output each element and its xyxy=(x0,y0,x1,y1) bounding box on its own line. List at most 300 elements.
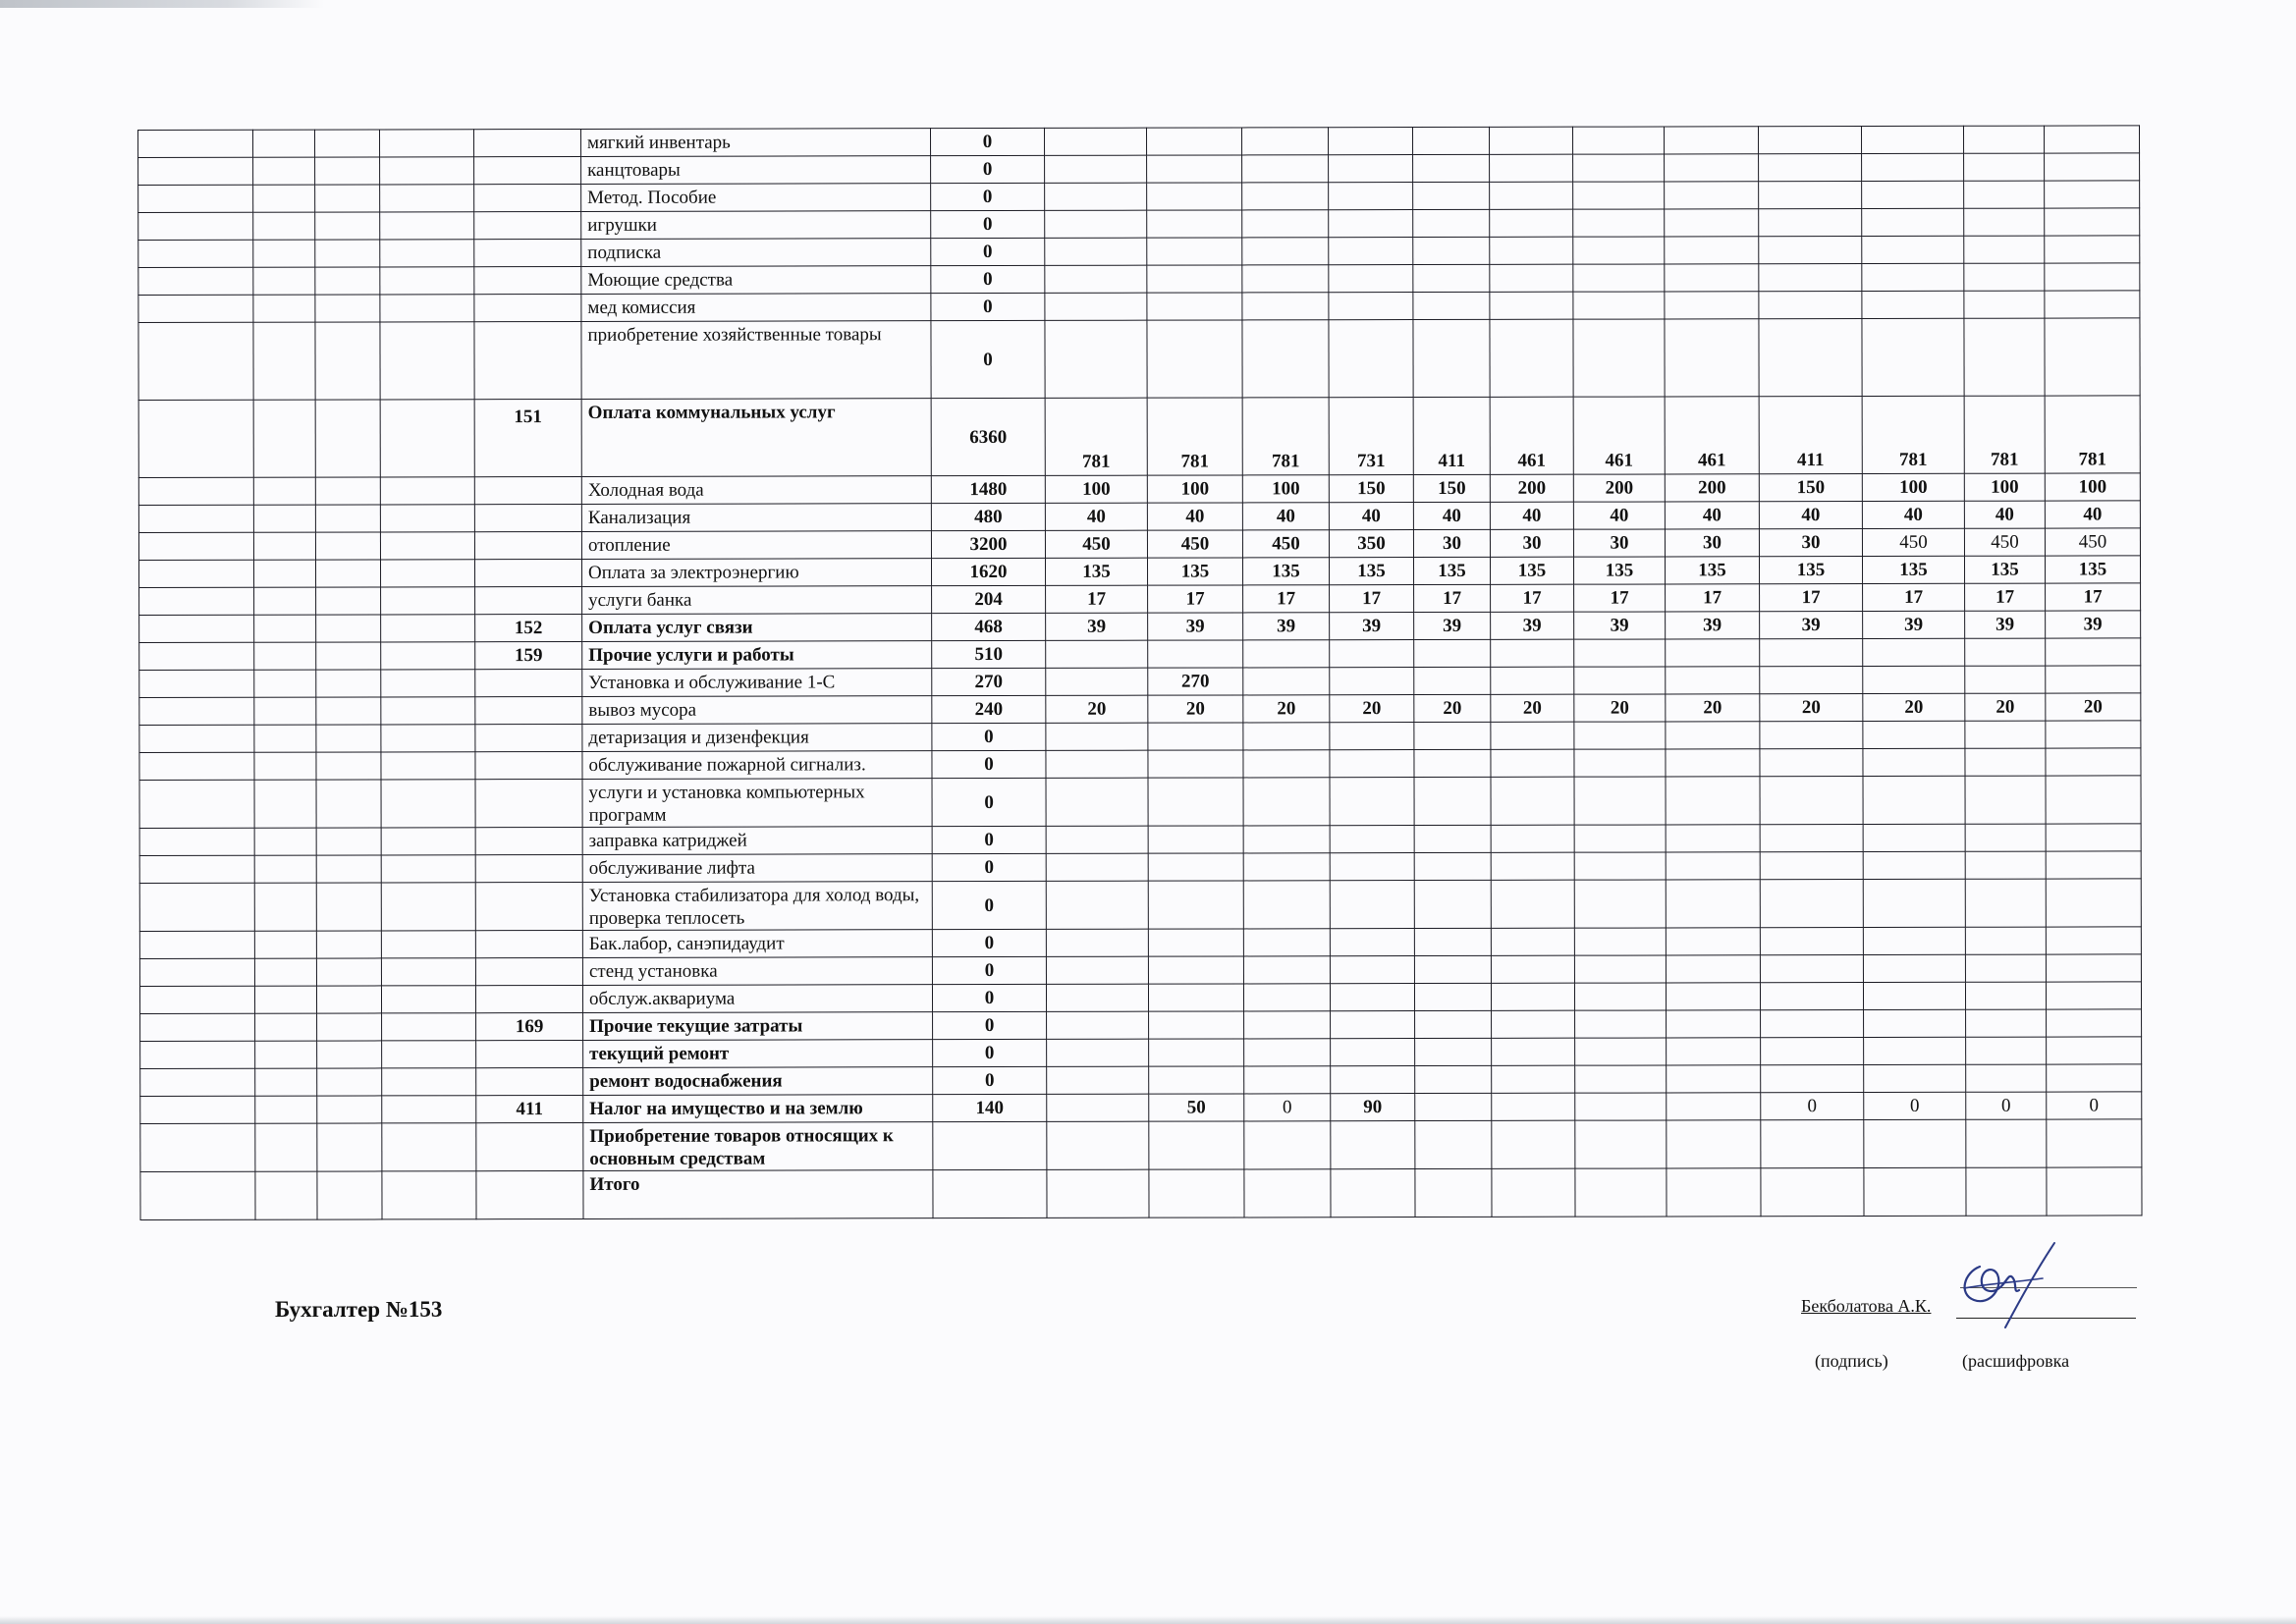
blank-cell xyxy=(316,752,381,780)
blank-cell xyxy=(380,477,474,505)
specifics-code-cell xyxy=(474,321,581,399)
month-value-cell xyxy=(1330,668,1414,695)
blank-cell xyxy=(254,883,316,931)
month-value-cell xyxy=(1147,265,1242,293)
month-value-cell: 40 xyxy=(1329,503,1413,530)
blank-cell xyxy=(254,587,316,615)
blank-cell xyxy=(315,295,380,322)
month-value-cell xyxy=(1965,721,2046,748)
month-value-cell xyxy=(1574,880,1666,928)
month-value-cell xyxy=(1243,956,1330,984)
month-value-cell xyxy=(1666,667,1760,694)
page-edge xyxy=(0,1616,2296,1624)
blank-cell xyxy=(382,1013,476,1041)
blank-cell xyxy=(139,752,254,780)
specifics-code-cell xyxy=(476,1170,583,1218)
month-value-cell xyxy=(1242,183,1329,210)
month-value-cell: 150 xyxy=(1759,474,1862,502)
month-value-cell xyxy=(1574,928,1666,955)
blank-cell xyxy=(254,986,316,1013)
annual-total-cell: 140 xyxy=(933,1094,1047,1121)
month-value-cell xyxy=(1760,639,1863,667)
specifics-code-cell xyxy=(475,586,582,614)
month-value-cell xyxy=(1574,983,1666,1010)
month-value-cell: 40 xyxy=(1573,502,1665,529)
specifics-code-cell xyxy=(476,1122,583,1170)
month-value-cell xyxy=(1149,1039,1244,1066)
blank-cell xyxy=(139,828,254,855)
table-row xyxy=(140,1167,2142,1220)
blank-cell xyxy=(254,615,316,642)
month-value-cell xyxy=(1331,1039,1415,1066)
month-value-cell: 17 xyxy=(2046,583,2141,611)
month-value-cell xyxy=(1044,128,1146,155)
item-name-cell: Приобретение товаров относящих к основным средствам xyxy=(583,1122,933,1171)
blank-cell xyxy=(138,185,253,212)
blank-cell xyxy=(315,130,380,157)
annual-total-cell: 510 xyxy=(932,640,1046,668)
item-name-cell: ремонт водоснабжения xyxy=(583,1067,933,1096)
month-value-cell xyxy=(1760,880,1863,928)
month-value-cell: 39 xyxy=(1965,611,2046,638)
blank-cell xyxy=(255,1096,317,1123)
blank-cell xyxy=(140,1013,255,1041)
month-value-cell xyxy=(1666,722,1760,749)
item-name-cell: текущий ремонт xyxy=(583,1040,933,1068)
month-value-cell xyxy=(1862,208,1964,236)
month-value-cell xyxy=(1330,881,1414,929)
month-value-cell: 17 xyxy=(1666,584,1760,612)
month-value-cell: 461 xyxy=(1573,397,1665,474)
month-value-cell: 20 xyxy=(1574,694,1666,722)
month-value-cell: 20 xyxy=(1863,693,1965,721)
annual-total-cell: 204 xyxy=(932,585,1046,613)
month-value-cell xyxy=(1413,319,1490,397)
blank-cell xyxy=(138,560,253,587)
blank-cell xyxy=(317,1068,382,1096)
specifics-code-cell xyxy=(474,239,581,266)
month-value-cell xyxy=(1149,1011,1244,1039)
month-value-cell xyxy=(1491,955,1574,983)
blank-cell xyxy=(380,185,474,212)
item-name-cell: мягкий инвентарь xyxy=(581,129,931,157)
month-value-cell xyxy=(1148,750,1243,778)
month-value-cell xyxy=(1329,238,1413,265)
item-name-cell: Оплата коммунальных услуг xyxy=(581,399,931,477)
month-value-cell xyxy=(2046,721,2141,748)
month-value-cell xyxy=(2046,748,2141,776)
month-value-cell xyxy=(1667,1038,1761,1065)
month-value-cell xyxy=(1573,292,1665,319)
month-value-cell xyxy=(1331,1066,1415,1094)
month-value-cell xyxy=(1863,748,1965,776)
month-value-cell xyxy=(1761,1010,1864,1038)
budget-table xyxy=(137,125,2143,1220)
month-value-cell: 17 xyxy=(1243,585,1330,613)
blank-cell xyxy=(380,267,474,295)
month-value-cell xyxy=(2047,1167,2142,1216)
blank-cell xyxy=(380,157,474,185)
blank-cell xyxy=(253,240,315,267)
month-value-cell xyxy=(1492,1168,1575,1217)
month-value-cell: 39 xyxy=(2046,611,2141,638)
month-value-cell xyxy=(1573,264,1665,292)
blank-cell xyxy=(254,725,316,752)
month-value-cell: 90 xyxy=(1331,1094,1415,1121)
month-value-cell xyxy=(1864,1009,1966,1037)
month-value-cell xyxy=(1759,237,1862,264)
month-value-cell xyxy=(1759,209,1862,237)
month-value-cell xyxy=(1863,721,1965,748)
month-value-cell: 40 xyxy=(2045,501,2140,528)
blank-cell xyxy=(315,240,380,267)
blank-cell xyxy=(316,587,381,615)
blank-cell xyxy=(316,725,381,752)
blank-cell xyxy=(138,322,253,400)
month-value-cell xyxy=(2046,851,2141,879)
month-value-cell: 135 xyxy=(1413,557,1490,584)
month-value-cell xyxy=(1331,1011,1415,1039)
month-value-cell xyxy=(1148,778,1243,826)
month-value-cell xyxy=(1243,750,1330,778)
month-value-cell: 39 xyxy=(1243,613,1330,640)
item-name-cell: услуги банка xyxy=(582,586,932,615)
blank-cell xyxy=(255,1041,317,1068)
month-value-cell xyxy=(1491,825,1574,852)
month-value-cell xyxy=(1573,209,1665,237)
month-value-cell xyxy=(1149,1121,1244,1169)
month-value-cell xyxy=(1964,153,2045,181)
blank-cell xyxy=(380,532,474,560)
month-value-cell xyxy=(1045,183,1147,210)
month-value-cell xyxy=(1148,853,1243,881)
month-value-cell xyxy=(1414,722,1491,749)
month-value-cell xyxy=(1415,1065,1492,1093)
month-value-cell: 17 xyxy=(1574,584,1666,612)
month-value-cell xyxy=(1413,292,1490,319)
blank-cell xyxy=(139,642,254,670)
blank-cell xyxy=(254,752,316,780)
blank-cell xyxy=(382,1096,476,1123)
month-value-cell xyxy=(2046,776,2141,824)
blank-cell xyxy=(380,505,474,532)
month-value-cell: 40 xyxy=(1413,502,1490,529)
month-value-cell xyxy=(1415,1168,1492,1217)
month-value-cell xyxy=(1242,265,1329,293)
annual-total-cell: 0 xyxy=(932,853,1046,881)
blank-cell xyxy=(316,931,381,958)
specifics-code-cell xyxy=(474,531,581,559)
month-value-cell: 350 xyxy=(1329,530,1413,558)
month-value-cell xyxy=(1964,263,2045,291)
blank-cell xyxy=(317,1096,382,1123)
specifics-code-cell xyxy=(474,184,581,211)
blank-cell xyxy=(138,130,253,157)
blank-cell xyxy=(253,477,315,505)
month-value-cell xyxy=(1864,1037,1966,1064)
blank-cell xyxy=(138,212,253,240)
month-value-cell: 100 xyxy=(2045,473,2140,501)
blank-cell xyxy=(380,295,474,322)
month-value-cell xyxy=(1328,128,1412,155)
month-value-cell xyxy=(1664,127,1758,154)
month-value-cell xyxy=(2045,236,2140,263)
month-value-cell xyxy=(1863,879,1965,927)
item-name-cell: подписка xyxy=(581,239,931,267)
month-value-cell xyxy=(1415,1038,1492,1065)
specifics-code-cell: 411 xyxy=(476,1095,583,1122)
month-value-cell xyxy=(1666,777,1760,825)
month-value-cell xyxy=(1862,263,1964,291)
month-value-cell xyxy=(1761,1038,1864,1065)
blank-cell xyxy=(382,1041,476,1068)
month-value-cell xyxy=(1761,1120,1864,1168)
item-name-cell: приобретение хозяйственные товары xyxy=(581,321,931,400)
month-value-cell xyxy=(1573,319,1665,397)
month-value-cell xyxy=(1413,264,1490,292)
month-value-cell xyxy=(1329,265,1413,293)
blank-cell xyxy=(254,780,316,828)
month-value-cell xyxy=(1331,1169,1415,1218)
month-value-cell xyxy=(1414,749,1491,777)
month-value-cell xyxy=(1244,1169,1331,1218)
month-value-cell xyxy=(1491,983,1574,1010)
item-name-cell: Итого xyxy=(583,1170,933,1219)
month-value-cell xyxy=(1666,928,1760,955)
handwritten-signature xyxy=(1944,1239,2062,1337)
month-value-cell xyxy=(1966,1167,2047,1216)
month-value-cell xyxy=(1045,238,1147,265)
item-name-cell: Бак.лабор, санэпидаудит xyxy=(582,930,932,958)
month-value-cell xyxy=(1667,1010,1761,1038)
table-row xyxy=(139,879,2141,932)
blank-cell xyxy=(140,1171,255,1219)
month-value-cell xyxy=(1863,638,1965,666)
month-value-cell xyxy=(1665,264,1759,292)
blank-cell xyxy=(253,400,315,477)
month-value-cell: 40 xyxy=(1759,502,1862,529)
annual-total-cell: 270 xyxy=(932,668,1046,695)
table-row xyxy=(140,1119,2142,1172)
month-value-cell xyxy=(1413,154,1490,182)
annual-total-cell: 0 xyxy=(931,183,1045,210)
item-name-cell: услуги и установка компьютерных программ xyxy=(582,779,932,828)
item-name-cell: Установка стабилизатора для холод воды, проверка теплосеть xyxy=(582,882,932,931)
specifics-code-cell xyxy=(475,854,582,882)
month-value-cell xyxy=(1863,927,1965,954)
blank-cell xyxy=(253,130,315,157)
annual-total-cell: 0 xyxy=(932,881,1046,929)
month-value-cell xyxy=(1761,1065,1864,1093)
month-value-cell xyxy=(1243,984,1330,1011)
month-value-cell xyxy=(1490,264,1573,292)
month-value-cell xyxy=(1574,639,1666,667)
annual-total-cell: 0 xyxy=(933,1066,1047,1094)
blank-cell xyxy=(255,1013,317,1041)
month-value-cell: 20 xyxy=(1414,694,1491,722)
month-value-cell xyxy=(1330,723,1414,750)
blank-cell xyxy=(316,883,381,931)
month-value-cell: 40 xyxy=(1242,503,1329,530)
specifics-code-cell xyxy=(475,669,582,696)
month-value-cell: 39 xyxy=(1330,613,1414,640)
month-value-cell: 100 xyxy=(1964,473,2045,501)
blank-cell xyxy=(381,780,475,828)
month-value-cell xyxy=(1665,292,1759,319)
blank-cell xyxy=(381,725,475,752)
blank-cell xyxy=(381,752,475,780)
item-name-cell: детаризация и дизенфекция xyxy=(582,724,932,752)
blank-cell xyxy=(315,505,380,532)
month-value-cell xyxy=(1149,1169,1244,1218)
blank-cell xyxy=(138,157,253,185)
month-value-cell xyxy=(2045,318,2140,396)
blank-cell xyxy=(138,295,253,322)
blank-cell xyxy=(139,883,254,931)
month-value-cell: 39 xyxy=(1148,613,1243,640)
month-value-cell: 100 xyxy=(1862,473,1964,501)
month-value-cell: 39 xyxy=(1574,612,1666,639)
month-value-cell: 40 xyxy=(1147,503,1242,530)
month-value-cell xyxy=(1665,237,1759,264)
annual-total-cell: 0 xyxy=(932,750,1046,778)
blank-cell xyxy=(316,670,381,697)
month-value-cell xyxy=(1760,667,1863,694)
month-value-cell xyxy=(1966,1009,2047,1037)
month-value-cell xyxy=(1667,1168,1761,1217)
month-value-cell xyxy=(1965,954,2046,982)
item-name-cell: Прочие текущие затраты xyxy=(583,1012,933,1041)
month-value-cell: 135 xyxy=(1759,557,1862,584)
signer-name: Бекболатова А.К. xyxy=(1801,1296,1932,1316)
month-value-cell xyxy=(1665,319,1759,397)
month-value-cell xyxy=(1414,955,1491,983)
specifics-code-cell xyxy=(475,985,582,1012)
month-value-cell xyxy=(1414,825,1491,852)
month-value-cell xyxy=(1862,153,1964,181)
blank-cell xyxy=(382,1068,476,1096)
month-value-cell xyxy=(1330,984,1414,1011)
month-value-cell xyxy=(1242,155,1329,183)
month-value-cell: 20 xyxy=(1148,695,1243,723)
month-value-cell: 461 xyxy=(1665,397,1759,474)
month-value-cell: 40 xyxy=(1045,503,1147,530)
month-value-cell: 17 xyxy=(1863,583,1965,611)
blank-cell xyxy=(254,697,316,725)
month-value-cell xyxy=(1046,750,1148,778)
month-value-cell xyxy=(1760,825,1863,852)
month-value-cell xyxy=(1147,293,1242,320)
month-value-cell: 0 xyxy=(1761,1093,1864,1120)
specifics-code-cell xyxy=(475,724,582,751)
month-value-cell: 30 xyxy=(1759,529,1862,557)
month-value-cell xyxy=(1047,1094,1149,1121)
blank-cell xyxy=(380,322,474,400)
month-value-cell xyxy=(1572,127,1664,154)
month-value-cell xyxy=(1329,320,1413,398)
month-value-cell: 40 xyxy=(1862,501,1964,528)
month-value-cell xyxy=(1864,1119,1966,1167)
month-value-cell xyxy=(1665,154,1759,182)
month-value-cell xyxy=(2046,982,2141,1009)
month-value-cell xyxy=(1415,1010,1492,1038)
item-name-cell: обслуживание лифта xyxy=(582,854,932,883)
month-value-cell xyxy=(1045,265,1147,293)
month-value-cell: 39 xyxy=(1863,611,1965,638)
month-value-cell xyxy=(1965,666,2046,693)
month-value-cell xyxy=(1667,1065,1761,1093)
blank-cell xyxy=(380,240,474,267)
item-name-cell: Установка и обслуживание 1-С xyxy=(582,669,932,697)
month-value-cell: 39 xyxy=(1760,612,1863,639)
month-value-cell xyxy=(1760,983,1863,1010)
month-value-cell xyxy=(1148,984,1243,1011)
annual-total-cell: 240 xyxy=(932,695,1046,723)
item-name-cell: вывоз мусора xyxy=(582,696,932,725)
month-value-cell xyxy=(1965,851,2046,879)
month-value-cell: 0 xyxy=(1244,1094,1331,1121)
month-value-cell xyxy=(2047,1064,2142,1092)
month-value-cell: 40 xyxy=(1964,501,2045,528)
blank-cell xyxy=(253,532,315,560)
specifics-code-cell xyxy=(475,779,582,827)
blank-cell xyxy=(139,697,254,725)
annual-total-cell: 0 xyxy=(931,320,1045,398)
month-value-cell: 40 xyxy=(1665,502,1759,529)
month-value-cell xyxy=(1863,666,1965,693)
month-value-cell: 17 xyxy=(1491,584,1574,612)
month-value-cell xyxy=(1414,667,1491,694)
month-value-cell xyxy=(1330,778,1414,826)
month-value-cell xyxy=(1045,320,1147,398)
month-value-cell xyxy=(1490,209,1573,237)
month-value-cell: 20 xyxy=(1965,693,2046,721)
month-value-cell xyxy=(1963,126,2044,153)
month-value-cell: 17 xyxy=(1330,585,1414,613)
blank-cell xyxy=(316,986,381,1013)
month-value-cell xyxy=(1574,777,1666,825)
month-value-cell xyxy=(1147,183,1242,210)
month-value-cell xyxy=(1759,182,1862,209)
month-value-cell xyxy=(1861,126,1963,153)
blank-cell xyxy=(139,780,254,828)
month-value-cell xyxy=(1415,1120,1492,1168)
month-value-cell xyxy=(1414,928,1491,955)
blank-cell xyxy=(382,1171,476,1219)
month-value-cell xyxy=(1863,954,1965,982)
month-value-cell: 200 xyxy=(1490,474,1573,502)
month-value-cell xyxy=(1046,826,1148,853)
month-value-cell xyxy=(1666,955,1760,983)
month-value-cell xyxy=(1965,776,2046,824)
month-value-cell: 0 xyxy=(2047,1092,2142,1119)
annual-total-cell: 0 xyxy=(932,778,1046,826)
month-value-cell xyxy=(1243,881,1330,929)
month-value-cell: 200 xyxy=(1665,474,1759,502)
blank-cell xyxy=(317,1041,382,1068)
month-value-cell: 50 xyxy=(1149,1094,1244,1121)
table-row xyxy=(138,318,2140,401)
blank-cell xyxy=(139,958,254,986)
blank-cell xyxy=(253,185,315,212)
month-value-cell xyxy=(1760,722,1863,749)
blank-cell xyxy=(255,1068,317,1096)
specifics-code-cell xyxy=(476,1067,583,1095)
month-value-cell xyxy=(1413,182,1490,209)
annual-total-cell: 0 xyxy=(932,723,1046,750)
specifics-code-cell xyxy=(475,882,582,930)
specifics-code-cell: 151 xyxy=(474,399,581,476)
